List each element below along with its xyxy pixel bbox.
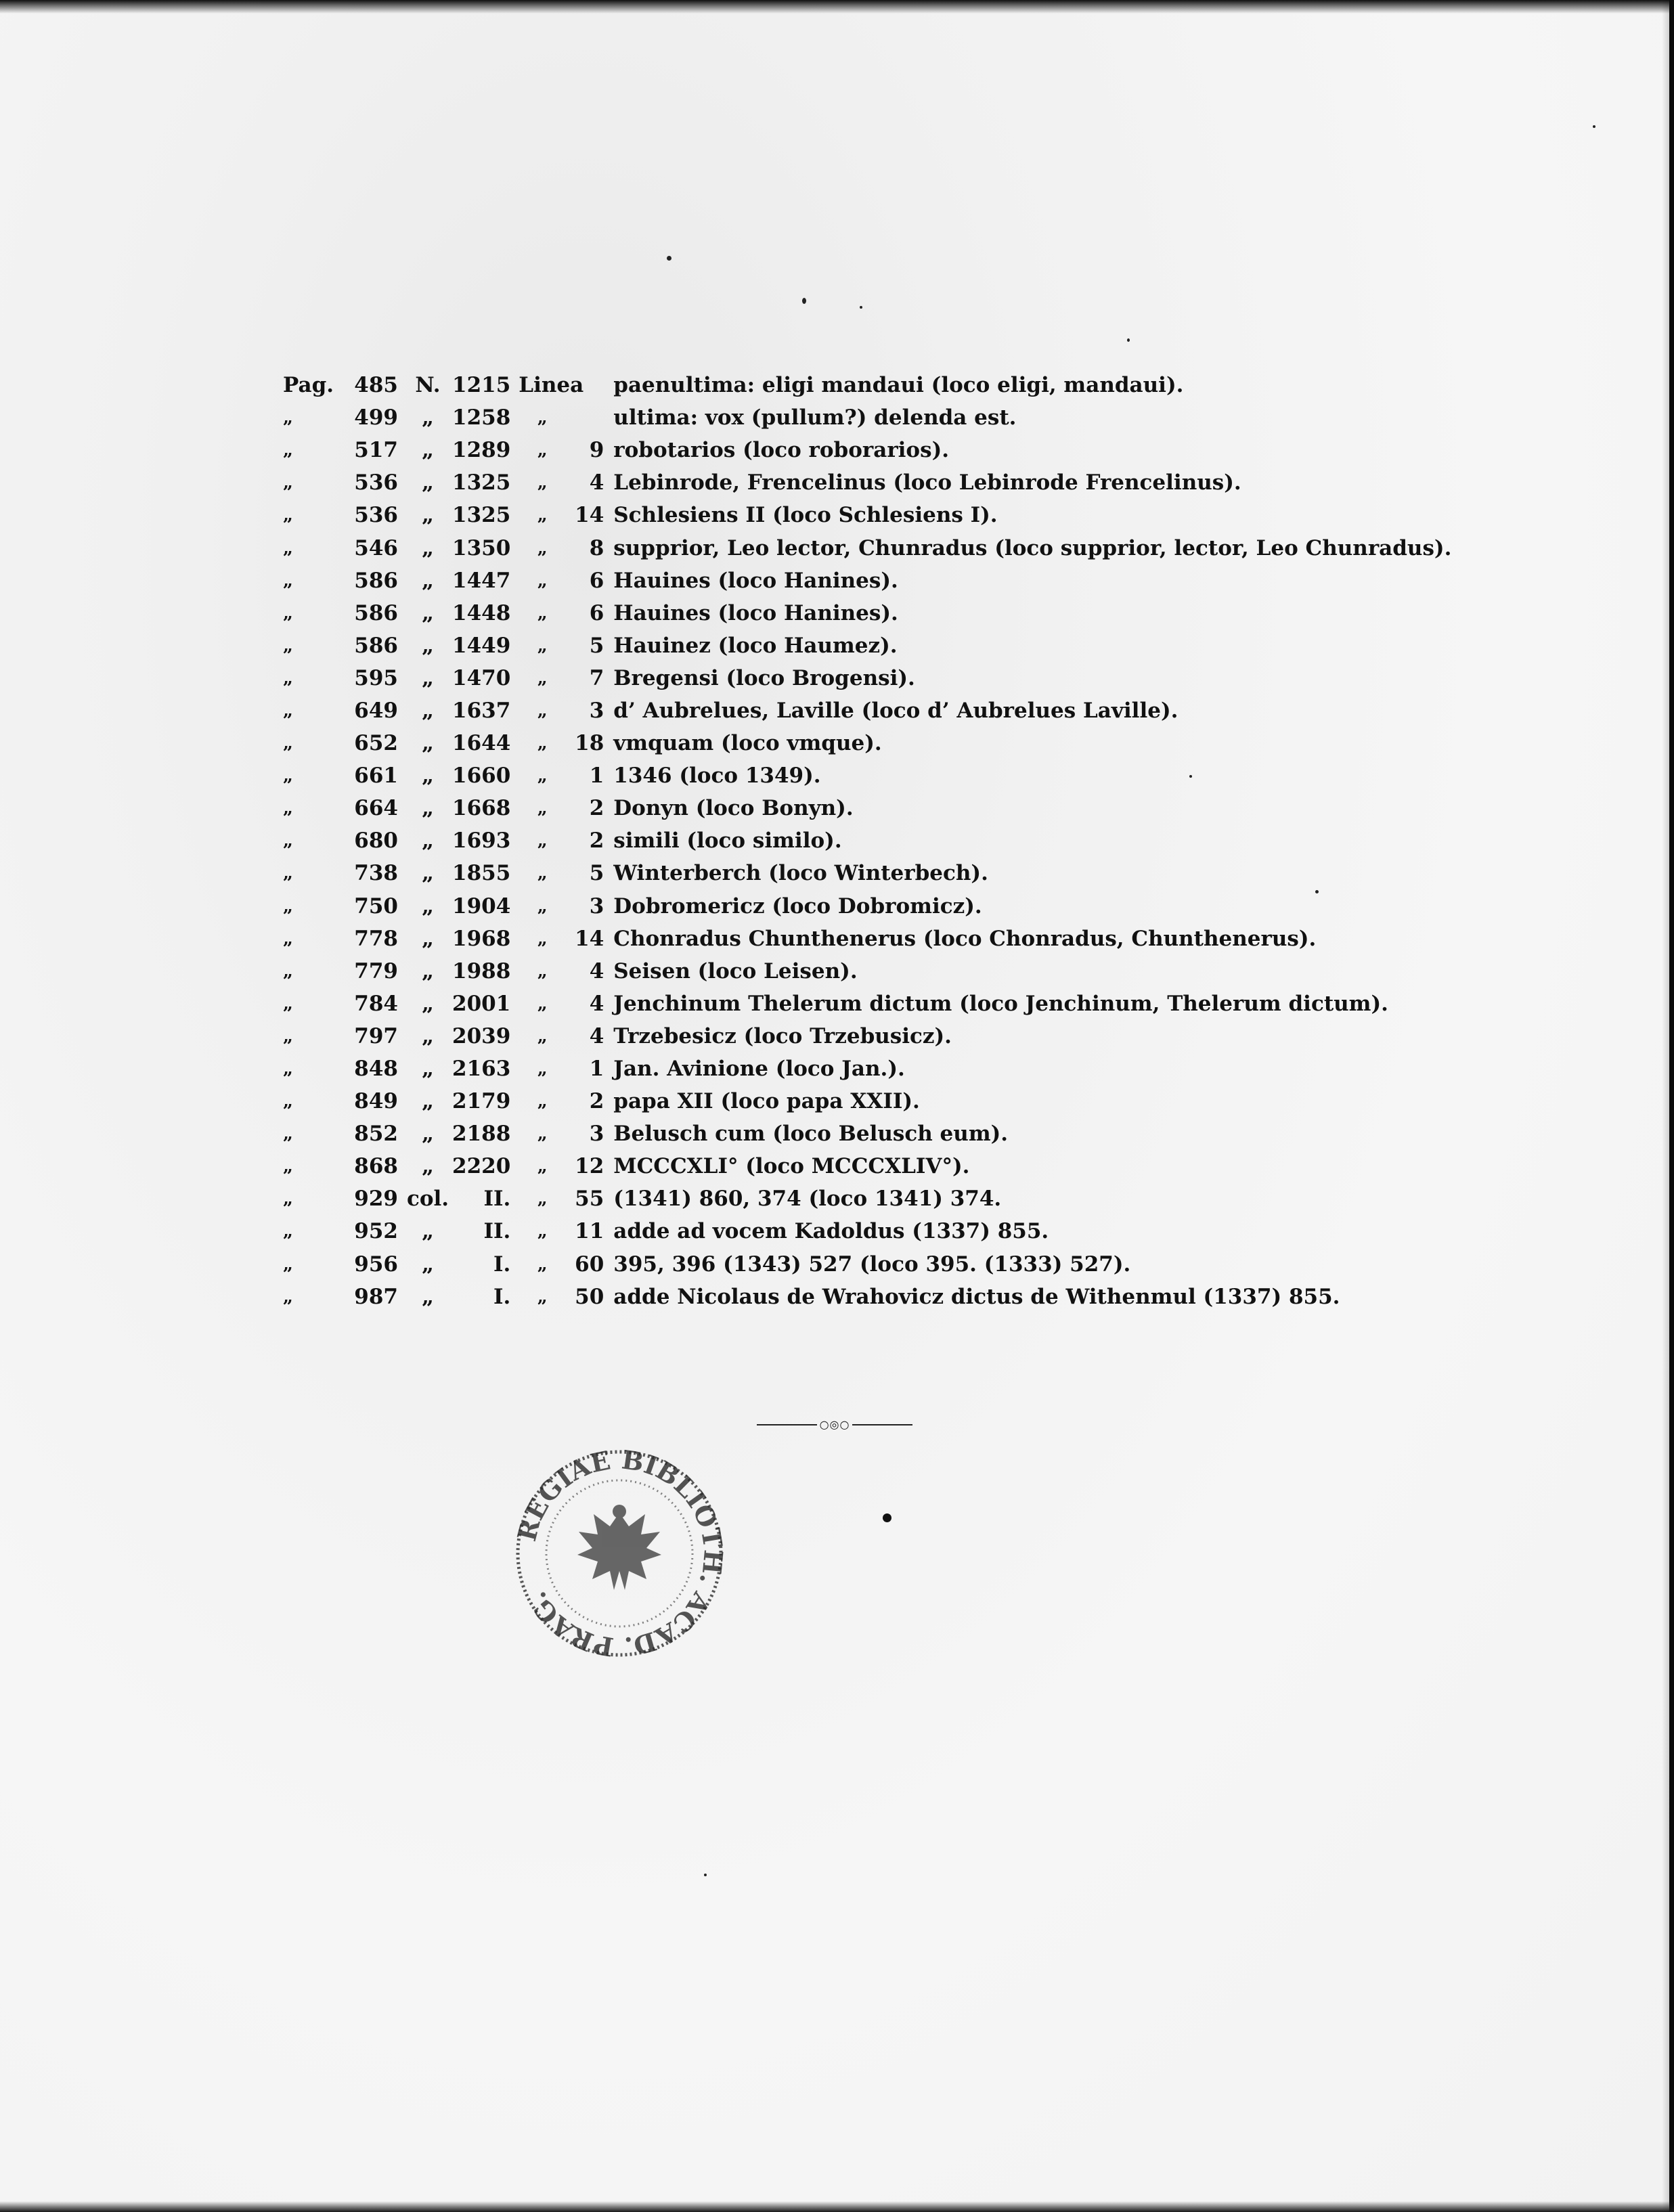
errata-row — [283, 1085, 1451, 1118]
errata-row — [283, 499, 1451, 531]
ditto-mark: „ — [283, 472, 293, 493]
errata-row — [283, 988, 1451, 1020]
line-number: 8 — [589, 535, 604, 560]
errata-row — [283, 1248, 1451, 1281]
ditto-mark: „ — [283, 1025, 293, 1046]
line-number: 12 — [575, 1154, 604, 1179]
ditto-mark: „ — [283, 766, 293, 787]
errata-row — [283, 694, 1451, 727]
ditto-mark: „ — [537, 766, 548, 787]
errata-row — [283, 727, 1451, 759]
errata-row — [283, 1053, 1451, 1085]
document-number: 2001 — [452, 991, 511, 1016]
line-number: 2 — [589, 1089, 604, 1114]
ditto-mark: „ — [283, 635, 293, 656]
page-number: 485 — [354, 373, 398, 398]
ditto-mark: „ — [537, 831, 548, 851]
ditto-mark: „ — [537, 505, 548, 526]
page-number: 987 — [354, 1284, 398, 1309]
ditto-mark: „ — [537, 733, 548, 754]
line-number: 14 — [575, 926, 604, 951]
num-label: „ — [422, 796, 434, 821]
ditto-mark: „ — [537, 1091, 548, 1112]
correction-text: Trzebesicz (loco Trzebusicz). — [613, 1023, 952, 1048]
correction-text: vmquam (loco vmque). — [613, 731, 882, 756]
page-number: 956 — [354, 1252, 398, 1277]
document-number: 1258 — [452, 405, 511, 430]
ditto-mark: „ — [537, 635, 548, 656]
errata-row — [283, 1118, 1451, 1150]
num-label: „ — [422, 665, 434, 690]
errata-row — [283, 1150, 1451, 1182]
correction-text: Donyn (loco Bonyn). — [613, 796, 854, 821]
page-number: 797 — [354, 1023, 398, 1048]
page-number: 595 — [354, 665, 398, 690]
num-label: „ — [422, 1089, 434, 1114]
page-number: 849 — [354, 1089, 398, 1114]
page-number: 586 — [354, 633, 398, 658]
ditto-mark: „ — [537, 472, 548, 493]
page-number: 649 — [354, 698, 398, 723]
num-label: „ — [422, 438, 434, 463]
correction-text: adde ad vocem Kadoldus (1337) 855. — [613, 1219, 1049, 1244]
line-number: 4 — [589, 470, 604, 495]
correction-text: papa XII (loco papa XXII). — [613, 1089, 920, 1114]
ditto-mark: „ — [283, 960, 293, 981]
document-number: II. — [483, 1187, 511, 1212]
num-label: „ — [422, 698, 434, 723]
ditto-mark: „ — [283, 993, 293, 1014]
errata-row — [283, 401, 1451, 434]
correction-text: Hauines (loco Hanines). — [613, 600, 898, 625]
errata-row — [283, 1281, 1451, 1313]
ditto-mark: „ — [283, 831, 293, 851]
speck — [1127, 338, 1130, 342]
page-number: 848 — [354, 1057, 398, 1082]
num-label: „ — [422, 1219, 434, 1244]
line-number: 2 — [589, 796, 604, 821]
ditto-mark: „ — [283, 863, 293, 884]
ditto-mark: „ — [283, 733, 293, 754]
ditto-mark: „ — [283, 667, 293, 688]
correction-text: 1346 (loco 1349). — [613, 764, 821, 789]
correction-text: d’ Aubrelues, Laville (loco d’ Aubrelues Laville). — [613, 698, 1179, 723]
page-number: 929 — [354, 1187, 398, 1212]
line-number: 5 — [589, 633, 604, 658]
page-number: 779 — [354, 958, 398, 983]
errata-row — [283, 662, 1451, 694]
document-number: 1693 — [452, 828, 511, 854]
correction-text: Winterberch (loco Winterbech). — [613, 861, 988, 886]
line-number: 55 — [575, 1187, 604, 1212]
library-stamp — [504, 1438, 734, 1668]
ditto-mark: „ — [537, 895, 548, 916]
speck — [667, 256, 671, 261]
page-right-edge — [1662, 0, 1674, 2212]
page-number: 952 — [354, 1219, 398, 1244]
num-label: „ — [422, 633, 434, 658]
ditto-mark: „ — [537, 570, 548, 591]
errata-row — [283, 890, 1451, 923]
correction-text: Chonradus Chunthenerus (loco Chonradus, Chunthenerus). — [613, 926, 1317, 951]
line-number: 3 — [589, 698, 604, 723]
num-label: „ — [422, 764, 434, 789]
ditto-mark: „ — [537, 960, 548, 981]
page-number: 852 — [354, 1122, 398, 1147]
num-label: „ — [422, 1154, 434, 1179]
eagle-icon — [577, 1505, 661, 1590]
ornamental-rule — [757, 1419, 912, 1430]
correction-text: Dobromericz (loco Dobromicz). — [613, 893, 982, 919]
line-number: 4 — [589, 958, 604, 983]
line-number: 6 — [589, 600, 604, 625]
page-number: 778 — [354, 926, 398, 951]
document-number: 1644 — [452, 731, 511, 756]
document-number: 1447 — [452, 568, 511, 593]
num-label: „ — [422, 568, 434, 593]
document-number: 1350 — [452, 535, 511, 560]
page-number: 536 — [354, 470, 398, 495]
errata-row — [283, 923, 1451, 955]
num-label: „ — [422, 1284, 434, 1309]
correction-text: Lebinrode, Frencelinus (loco Lebinrode Frencelinus). — [613, 470, 1241, 495]
speck — [802, 298, 806, 304]
line-number: 3 — [589, 1122, 604, 1147]
document-number: I. — [493, 1284, 511, 1309]
page-top-edge — [0, 0, 1674, 14]
ditto-mark: „ — [537, 440, 548, 461]
num-label: „ — [422, 535, 434, 560]
line-number: 14 — [575, 503, 604, 528]
ditto-mark: „ — [283, 1124, 293, 1145]
speck — [1593, 125, 1595, 128]
page-number: 868 — [354, 1154, 398, 1179]
page-bottom-edge — [0, 2201, 1674, 2212]
ditto-mark: „ — [283, 440, 293, 461]
ditto-mark: „ — [537, 1059, 548, 1080]
correction-text: Bregensi (loco Brogensi). — [613, 665, 915, 690]
line-number: 7 — [589, 665, 604, 690]
ditto-mark: „ — [537, 1025, 548, 1046]
num-label: „ — [422, 893, 434, 919]
ditto-mark: „ — [537, 700, 548, 721]
num-label: „ — [422, 926, 434, 951]
page-number: 536 — [354, 503, 398, 528]
correction-text: paenultima: eligi mandaui (loco eligi, mandaui). — [613, 373, 1184, 398]
ink-dot — [883, 1513, 891, 1522]
document-number: 2163 — [452, 1057, 511, 1082]
ditto-mark: „ — [283, 1091, 293, 1112]
num-label: „ — [422, 1252, 434, 1277]
ditto-mark: „ — [283, 570, 293, 591]
page-number: 750 — [354, 893, 398, 919]
correction-text: robotarios (loco roborarios). — [613, 438, 950, 463]
num-label: „ — [422, 991, 434, 1016]
errata-row — [283, 434, 1451, 466]
rule-line-right — [852, 1424, 912, 1425]
errata-row — [283, 531, 1451, 564]
errata-row — [283, 597, 1451, 629]
ditto-mark: „ — [283, 505, 293, 526]
correction-text: adde Nicolaus de Wrahovicz dictus de Withenmul (1337) 855. — [613, 1284, 1340, 1309]
ditto-mark: „ — [283, 1221, 293, 1242]
correction-text: Schlesiens II (loco Schlesiens I). — [613, 503, 998, 528]
page-number: 652 — [354, 731, 398, 756]
correction-text: Belusch cum (loco Belusch eum). — [613, 1122, 1009, 1147]
document-number: 1637 — [452, 698, 511, 723]
document-number: 1968 — [452, 926, 511, 951]
rule-ornament: ○◎○ — [819, 1418, 850, 1431]
ditto-mark: „ — [537, 537, 548, 558]
ditto-mark: „ — [537, 1221, 548, 1242]
page-number: 586 — [354, 600, 398, 625]
ditto-mark: „ — [537, 1254, 548, 1275]
ditto-mark: „ — [283, 602, 293, 623]
document-number: I. — [493, 1252, 511, 1277]
correction-text: 395, 396 (1343) 527 (loco 395. (1333) 527). — [613, 1252, 1131, 1277]
line-number: 18 — [575, 731, 604, 756]
correction-text: supprior, Leo lector, Chunradus (loco supprior, lector, Leo Chunradus). — [613, 535, 1452, 560]
errata-row — [283, 1215, 1451, 1247]
ditto-mark: „ — [537, 667, 548, 688]
ditto-mark: „ — [537, 1189, 548, 1210]
errata-row — [283, 792, 1451, 824]
correction-text: Hauinez (loco Haumez). — [613, 633, 898, 658]
errata-row — [283, 1182, 1451, 1215]
page-number: 517 — [354, 438, 398, 463]
line-number: 5 — [589, 861, 604, 886]
errata-row — [283, 857, 1451, 889]
num-label: col. — [406, 1187, 449, 1212]
ditto-mark: „ — [537, 602, 548, 623]
errata-row — [283, 466, 1451, 499]
rule-line-left — [757, 1424, 817, 1425]
document-number: 1449 — [452, 633, 511, 658]
document-number: 2179 — [452, 1089, 511, 1114]
ditto-mark: „ — [283, 1059, 293, 1080]
line-number: 9 — [589, 438, 604, 463]
ditto-mark: „ — [283, 1286, 293, 1307]
document-number: 1215 — [452, 373, 511, 398]
line-number: 50 — [575, 1284, 604, 1309]
page-number: 680 — [354, 828, 398, 854]
page-number: 661 — [354, 764, 398, 789]
num-label: „ — [422, 828, 434, 854]
ditto-mark: „ — [283, 407, 293, 428]
errata-row — [283, 955, 1451, 988]
page-number: 664 — [354, 796, 398, 821]
num-label: „ — [422, 405, 434, 430]
errata-row-first — [283, 369, 1451, 401]
ditto-mark: „ — [537, 798, 548, 819]
num-label: „ — [422, 861, 434, 886]
ditto-mark: „ — [537, 863, 548, 884]
correction-text: ultima: vox (pullum?) delenda est. — [613, 405, 1017, 430]
page-number: 586 — [354, 568, 398, 593]
line-number: 3 — [589, 893, 604, 919]
line-number — [566, 401, 613, 434]
document-number: 2188 — [452, 1122, 511, 1147]
stamp-text: REGIAE BIBLIOTH. ACAD. PRAG. — [511, 1444, 729, 1663]
ditto-mark: „ — [283, 928, 293, 949]
document-number: 1289 — [452, 438, 511, 463]
document-number: 1470 — [452, 665, 511, 690]
errata-list — [283, 369, 1451, 1313]
line-number: 2 — [589, 828, 604, 854]
errata-row — [283, 565, 1451, 597]
line-number: 1 — [589, 764, 604, 789]
document-number: 1448 — [452, 600, 511, 625]
correction-text: Hauines (loco Hanines). — [613, 568, 898, 593]
document-number: 1904 — [452, 893, 511, 919]
correction-text: (1341) 860, 374 (loco 1341) 374. — [613, 1187, 1002, 1212]
line-number: 11 — [575, 1219, 604, 1244]
ditto-mark: „ — [283, 700, 293, 721]
num-label: „ — [422, 1122, 434, 1147]
num-label: „ — [422, 1057, 434, 1082]
document-number: II. — [483, 1219, 511, 1244]
speck — [860, 306, 862, 309]
ditto-mark: „ — [283, 798, 293, 819]
ditto-mark: „ — [537, 1124, 548, 1145]
page-number: 784 — [354, 991, 398, 1016]
num-label: „ — [422, 1023, 434, 1048]
line-number: 4 — [589, 1023, 604, 1048]
document-number: 1660 — [452, 764, 511, 789]
line-number: 6 — [589, 568, 604, 593]
line-label: Linea — [519, 373, 584, 398]
pag-label: Pag. — [283, 373, 334, 398]
num-label: N. — [415, 373, 441, 398]
document-number: 1325 — [452, 470, 511, 495]
correction-text: Jan. Avinione (loco Jan.). — [613, 1057, 905, 1082]
document-number: 1855 — [452, 861, 511, 886]
ditto-mark: „ — [283, 1254, 293, 1275]
ditto-mark: „ — [537, 928, 548, 949]
line-number: 60 — [575, 1252, 604, 1277]
ditto-mark: „ — [283, 537, 293, 558]
line-number: 4 — [589, 991, 604, 1016]
ditto-mark: „ — [283, 895, 293, 916]
page-number: 738 — [354, 861, 398, 886]
ditto-mark: „ — [283, 1156, 293, 1177]
correction-text: Jenchinum Thelerum dictum (loco Jenchinum, Thelerum dictum). — [613, 991, 1388, 1016]
num-label: „ — [422, 470, 434, 495]
correction-text: MCCCXLI° (loco MCCCXLIV°). — [613, 1154, 970, 1179]
num-label: „ — [422, 600, 434, 625]
document-number: 2220 — [452, 1154, 511, 1179]
page-number: 499 — [354, 405, 398, 430]
document-number: 2039 — [452, 1023, 511, 1048]
num-label: „ — [422, 503, 434, 528]
document-number: 1325 — [452, 503, 511, 528]
ditto-mark: „ — [537, 1286, 548, 1307]
ditto-mark: „ — [537, 1156, 548, 1177]
num-label: „ — [422, 731, 434, 756]
speck — [704, 1874, 707, 1876]
line-number: 1 — [589, 1057, 604, 1082]
errata-row — [283, 759, 1451, 792]
errata-row — [283, 629, 1451, 662]
ditto-mark: „ — [537, 993, 548, 1014]
correction-text: Seisen (loco Leisen). — [613, 958, 858, 983]
errata-row — [283, 1020, 1451, 1053]
ditto-mark: „ — [283, 1189, 293, 1210]
document-number: 1668 — [452, 796, 511, 821]
errata-row — [283, 824, 1451, 857]
document-number: 1988 — [452, 958, 511, 983]
page-number: 546 — [354, 535, 398, 560]
num-label: „ — [422, 958, 434, 983]
correction-text: simili (loco similo). — [613, 828, 842, 854]
ditto-mark: „ — [537, 407, 548, 428]
